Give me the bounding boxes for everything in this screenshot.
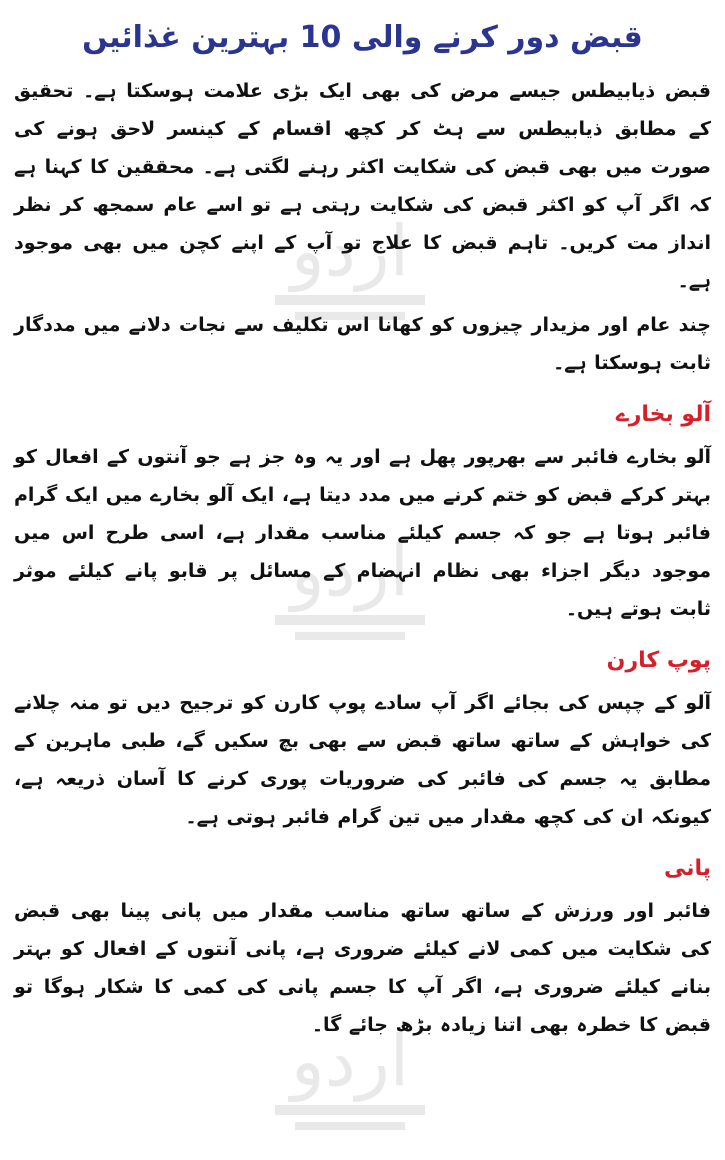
section-heading: پانی <box>663 856 711 881</box>
article-title: قبض دور کرنے والی 10 بہترین غذائیں <box>82 20 643 55</box>
section-aloo-bukhara <box>14 398 711 628</box>
section-heading: آلو بخارے <box>615 402 711 427</box>
intro-paragraph: چند عام اور مزیدار چیزوں کو کھانا اس تکلیف سے نجات دلانے میں مددگار ثابت ہوسکتا ہے۔ <box>14 314 711 374</box>
section-popcorn <box>14 644 711 836</box>
section-water <box>14 852 711 1044</box>
section-body: فائبر اور ورزش کے ساتھ ساتھ مناسب مقدار میں پانی پینا بھی قبض کی شکایت میں کمی لانے کیلئے ضروری ہے، پانی آنتوں کے افعال کو بہتر بنانے کیلئے ضروری ہے، اگر آپ کا جسم پانی کی کمی کا شکار ہوگا تو قبض کا خطرہ بھی اتنا زیادہ بڑھ جائے گا۔ <box>14 900 711 1036</box>
section-body: آلو کے چپس کی بجائے اگر آپ سادے پوپ کارن کو ترجیح دیں تو منہ چلانے کی خواہش کے ساتھ ساتھ قبض سے بھی بچ سکیں گے، طبی ماہرین کے مطابق یہ جسم کی فائبر کی ضروریات پوری کرنے کا آسان ذریعہ ہے، کیونکہ ان کی کچھ مقدار میں تین گرام فائبر ہوتی ہے۔ <box>14 692 711 828</box>
section-heading: پوپ کارن <box>606 648 711 673</box>
section-body: آلو بخارے فائبر سے بھرپور پھل ہے اور یہ وہ جز ہے جو آنتوں کے افعال کو بہتر کرکے قبض کو ختم کرنے میں مدد دیتا ہے، ایک آلو بخارے میں ایک گرام فائبر ہوتا ہے جو کہ جسم کیلئے مناسب مقدار ہے، اسی طرح اس میں موجود دیگر اجزاء بھی نظام انہضام کے مسائل پر قابو پانے کیلئے موثر ثابت ہوتے ہیں۔ <box>14 446 711 620</box>
watermark-text: اردو <box>290 210 410 292</box>
intro-paragraph: قبض ذیابیطس جیسے مرض کی بھی ایک بڑی علامت ہوسکتا ہے۔ تحقیق کے مطابق ذیابیطس سے ہٹ کر کچھ اقسام کے کینسر لاحق ہونے کی صورت میں بھی قبض کی شکایت اکثر رہنے لگتی ہے۔ محققین کا کہنا ہے کہ اگر آپ کو اکثر قبض کی شکایت رہتی ہے تو اسے عام سمجھ کر نظر انداز مت کریں۔ تاہم قبض کا علاج تو آپ کے اپنے کچن میں بھی موجود ہے۔ <box>14 80 711 292</box>
watermark-text: اردو <box>290 1020 410 1102</box>
watermark-text: اردو <box>290 530 410 612</box>
